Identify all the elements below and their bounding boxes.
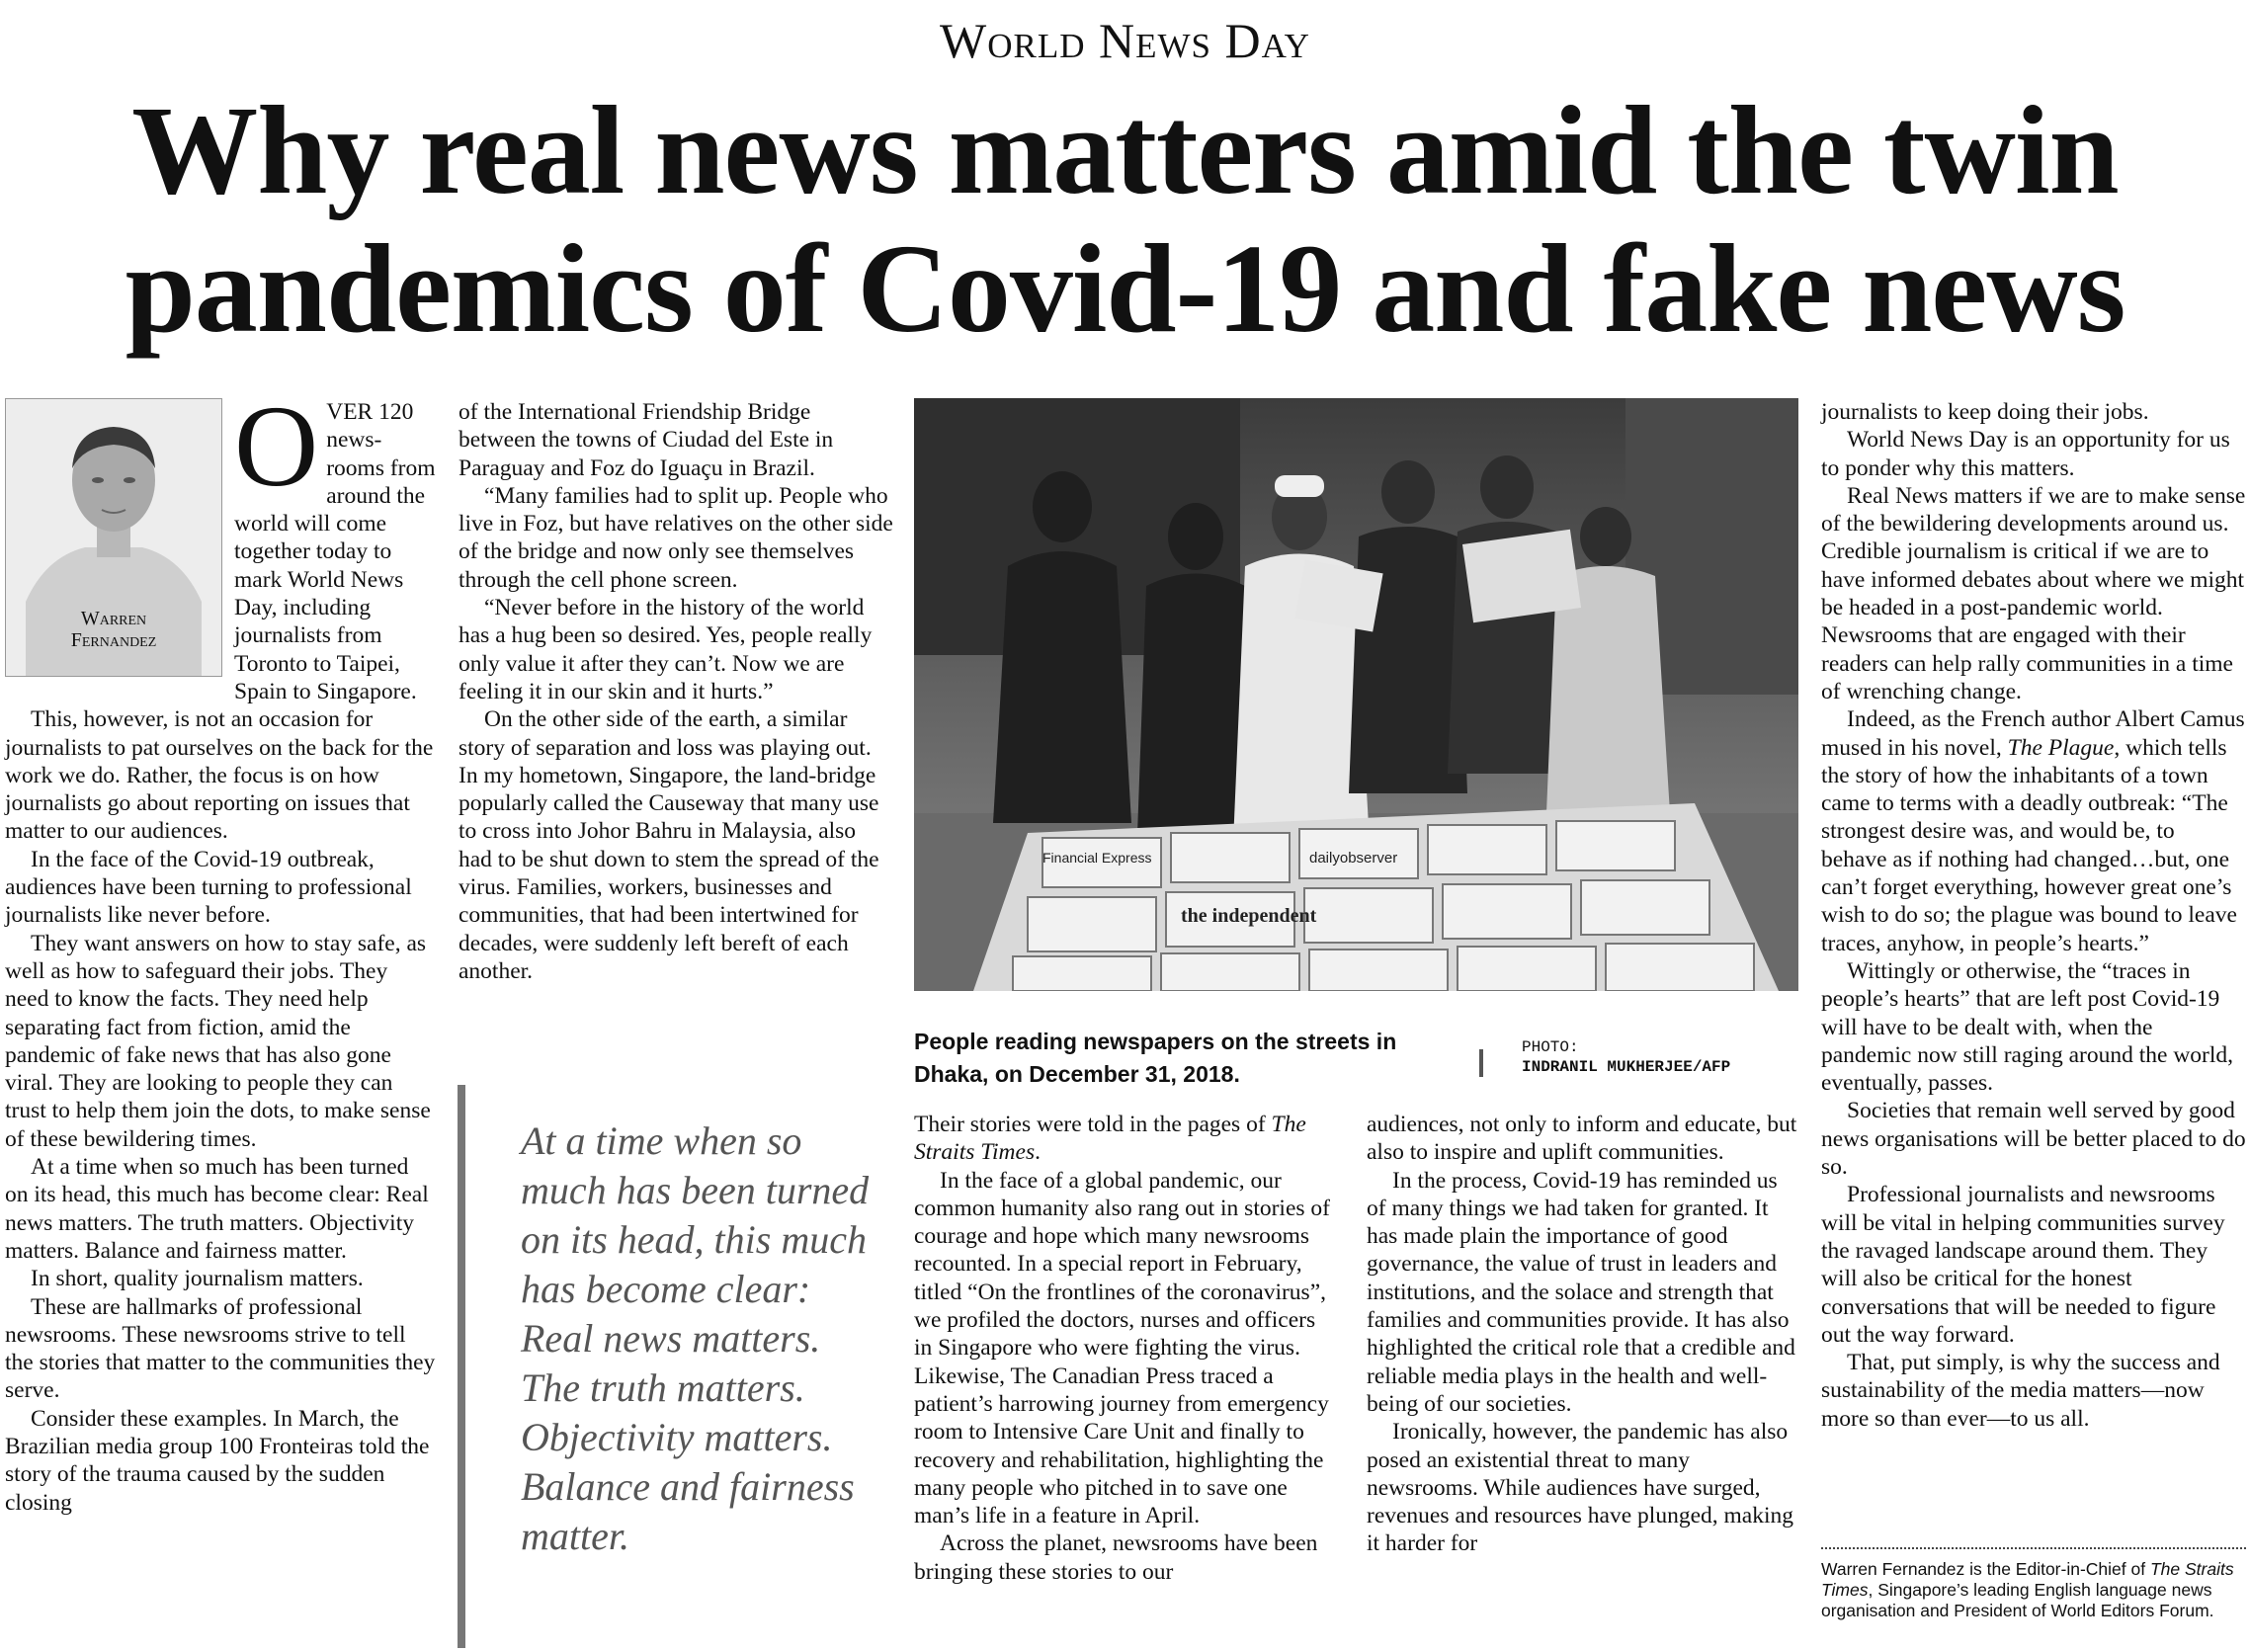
author-first-name: Warren (80, 608, 147, 629)
photo-credit (1522, 1037, 1798, 1077)
lede-text: VER 120 news-rooms from around the world will come together today to mark World News Day, including journalists from Toronto to Taipei, Spain to Singapore. (234, 399, 436, 704)
article-column-3 (914, 1111, 1339, 1586)
pull-quote-rule (458, 1085, 465, 1648)
paragraph: Wittingly or otherwise, the “traces in people’s hearts” that are left post Covid-19 will have to be dealt with, when the pandemic now still raging around the world, eventually, passes. (1821, 957, 2234, 1097)
paragraph: This, however, is not an occasion for journalists to pat ourselves on the back for the work we do. Rather, the focus is on how journalists go about reporting on issues that matter to our audiences. (5, 706, 434, 845)
paragraph: Across the planet, newsrooms have been bringing these stories to our (914, 1530, 1318, 1585)
paragraph (1821, 705, 2246, 957)
paragraph: “Never before in the history of the world has a hug been so desired. Yes, people really only value it after they can’t. Now we are feeling it in our skin and it hurts.” (458, 595, 873, 704)
paragraph: They want answers on how to stay safe, as well as how to safeguard their jobs. They need to know the facts. They need help separating fact from fiction, amid the pandemic of fake news that has also gone viral. They are looking to people they can trust to help them join the dots, to make sense of these bewildering times. (5, 930, 431, 1152)
credit-rule (1479, 1049, 1483, 1077)
street-newsstand-image (914, 398, 1798, 991)
paragraph (914, 1111, 1339, 1167)
article-column-4 (1367, 1111, 1801, 1558)
paragraph: “Many families had to split up. People who live in Foz, but have relatives on the other side of the bridge and now only see themselves through the cell phone screen. (458, 482, 893, 593)
paragraph: In short, quality journalism matters. (31, 1266, 364, 1292)
paragraph-text: . (1035, 1139, 1041, 1166)
author-photo-box (5, 398, 222, 680)
author-last-name: Fernandez (70, 629, 157, 651)
paper-title: dailyobserver (1309, 850, 1398, 867)
article-column-1 (5, 381, 437, 1517)
publication-name: The Straits Times (914, 1112, 1306, 1166)
paragraph: In the face of a global pandemic, our common humanity also rang out in stories of courage and hope which many newsrooms recounted. In a special report in February, titled “On the frontlines of the coronavirus”, we profiled the doctors, nurses and officers in Singapore who were fighting the virus. Likewise, The Canadian Press traced a patient’s harrowing journey from emergency room to Intensive Care Unit and finally to recovery and rehabilitation, highlighting the many people who pitched in to save one man’s life in a feature in April. (914, 1167, 1330, 1529)
paragraph: Professional journalists and newsrooms will be vital in helping communities survey the ravaged landscape around them. They will also be critical for the honest conversations that will be needed to figure out the way forward. (1821, 1182, 2225, 1348)
drop-cap: O (234, 381, 319, 511)
photo-caption: People reading newspapers on the streets in Dhaka, on December 31, 2018. (914, 1029, 1397, 1087)
author-byline (5, 608, 222, 651)
headline-line-2: pandemics of Covid-19 and fake news (125, 218, 2125, 359)
photo-credit-name: INDRANIL MUKHERJEE/AFP (1522, 1058, 1731, 1076)
photo-credit-label: PHOTO: (1522, 1038, 1579, 1056)
paragraph: of the International Friendship Bridge between the towns of Ciudad del Este in Paraguay and Foz do Iguaçu in Brazil. (458, 399, 834, 481)
paragraph: That, put simply, is why the success and sustainability of the media matters—now more so than ever—to us all. (1821, 1350, 2220, 1432)
headline (0, 81, 2250, 358)
paper-title: the independent (1181, 905, 1317, 927)
bio-text: , Singapore’s leading English language news organisation and President of World Editors Forum. (1821, 1580, 2214, 1620)
article-column-2 (458, 398, 893, 985)
bio-text: Warren Fernandez is the Editor-in-Chief of (1821, 1559, 2150, 1579)
paragraph-text: , which tells the story of how the inhabitants of a town came to terms with a deadly outbreak: “The strongest desire was, and would be, to behave as if nothing had changed…but, one can’t forget everything, however great one’s wish to do so; the plague was bound to leave traces, anyhow, in people’s hearts.” (1821, 734, 2237, 956)
paragraph: On the other side of the earth, a similar story of separation and loss was playing out. In my hometown, Singapore, the land-bridge popularly called the Causeway that many use to cross into Johor Bahru in Malaysia, also had to be shut down to stem the spread of the virus. Families, workers, businesses and communities, that had been intertwined for decades, were suddenly left bereft of each another. (458, 706, 879, 984)
paragraph: journalists to keep doing their jobs. (1821, 399, 2149, 425)
paragraph-text: Their stories were told in the pages of (914, 1112, 1272, 1137)
paragraph: These are hallmarks of professional newsrooms. These newsrooms strive to tell the stories that matter to the communities they serve. (5, 1293, 436, 1404)
pull-quote: At a time when so much has been turned on its head, this much has become clear: Real news matters. The truth matters. Objectivity matters. Balance and fairness matter. (521, 1118, 870, 1558)
paragraph: Ironically, however, the pandemic has also posed an existential threat to many newsrooms. While audiences have surged, revenues and resources have plunged, making it harder for (1367, 1419, 1793, 1557)
paragraph: audiences, not only to inform and educate, but also to inspire and uplift communities. (1367, 1112, 1797, 1166)
paragraph: In the process, Covid-19 has reminded us of many things we had taken for granted. It has made plain the importance of good governance, the value of trust in leaders and institutions, and the solace and strength that families and communities provide. It has also highlighted the critical role that a credible and reliable media plays in the health and well-being of our societies. (1367, 1167, 1795, 1417)
section-kicker: World News Day (940, 13, 1310, 68)
paragraph: Real News matters if we are to make sense of the bewildering developments around us. Credible journalism is critical if we are to have informed debates about where we might be headed in a post-pandemic world. Newsrooms that are engaged with their readers can help rally communities in a time of wrenching change. (1821, 482, 2246, 704)
paragraph: Consider these examples. In March, the Brazilian media group 100 Fronteiras told the story of the trauma caused by the sudden closing (5, 1405, 430, 1516)
paragraph: World News Day is an opportunity for us to ponder why this matters. (1821, 427, 2230, 481)
author-bio (1821, 1559, 2246, 1621)
article-column-5 (1821, 398, 2246, 1433)
paragraph: At a time when so much has been turned on its head, this much has become clear: Real news matters. The truth matters. Objectivity matters. Balance and fairness matter. (5, 1154, 429, 1264)
paper-title: Financial Express (1042, 850, 1152, 866)
book-title: The Plague (2007, 734, 2115, 761)
bio-divider (1821, 1547, 2246, 1549)
publication-name: The Straits Times (1821, 1559, 2234, 1600)
paragraph: Societies that remain well served by good news organisations will be better placed to do so. (1821, 1098, 2246, 1181)
news-photo (914, 398, 1798, 991)
headline-line-1: Why real news matters amid the twin (131, 80, 2119, 220)
paragraph-text: Indeed, as the French author Albert Camus mused in his novel, (1821, 706, 2245, 761)
paragraph: In the face of the Covid-19 outbreak, audiences have been turning to professional journalists like never before. (5, 846, 412, 929)
